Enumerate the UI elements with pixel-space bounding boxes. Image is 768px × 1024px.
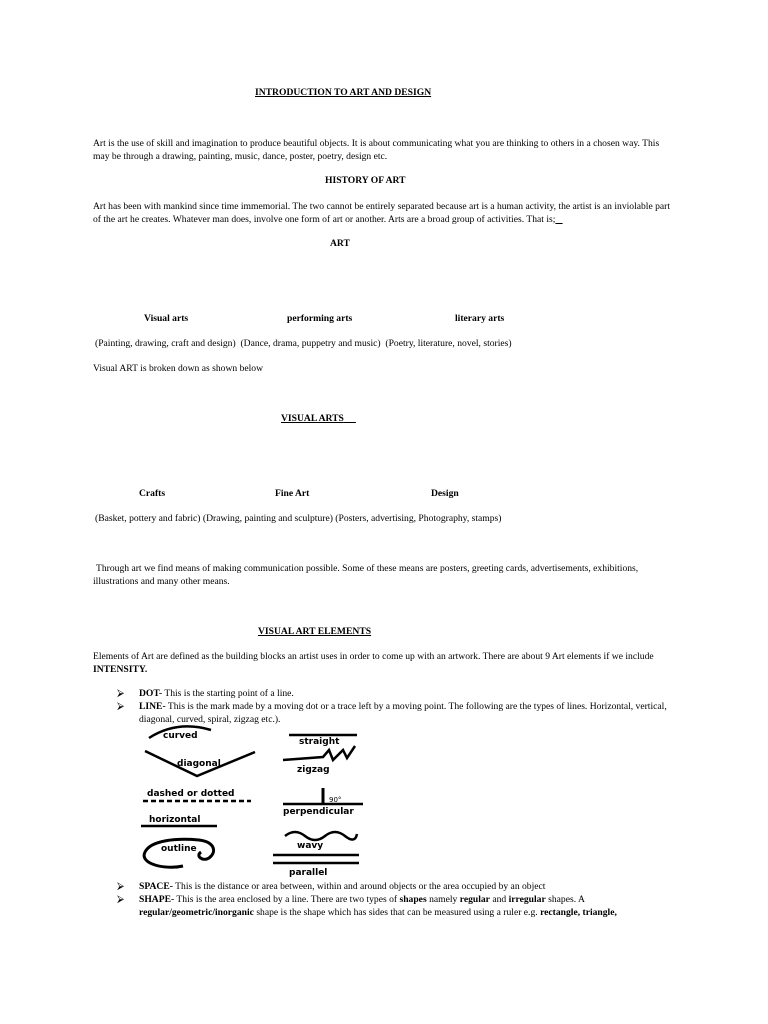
- line-types-illustration: [137, 724, 369, 878]
- space-definition: This is the distance or area between, within and around objects or the area occupied by an object: [172, 881, 546, 892]
- list-item-text: [139, 881, 679, 894]
- term-space: SPACE-: [139, 881, 173, 892]
- zigzag-line-sample: [283, 746, 355, 760]
- dashed-label: dashed or dotted: [147, 789, 235, 799]
- art-examples: (Painting, drawing, craft and design) (Dance, drama, puppetry and music) (Poetry, literature, novel, stories): [95, 338, 512, 349]
- shape-definition-part: shapes. A: [545, 894, 585, 905]
- shape-examples: rectangle, triangle,: [540, 906, 617, 918]
- communication-paragraph: Through art we find means of making communication possible. Some of these means are posters, greeting cards, advertisements, exhibitions, illustrations and many other means.: [93, 563, 639, 587]
- history-paragraph: [93, 201, 673, 226]
- list-item-text: [139, 894, 679, 919]
- list-item-text: [139, 701, 679, 726]
- curved-label: curved: [163, 731, 198, 741]
- list-item-text: [139, 688, 679, 701]
- wavy-line-sample: [285, 832, 357, 840]
- arrow-bullet-icon: ⮚: [117, 894, 125, 905]
- shape-definition-part: This is the area enclosed by a line. There are two types of: [174, 894, 400, 905]
- arrow-bullet-icon: ⮚: [117, 881, 125, 892]
- straight-label: straight: [299, 737, 340, 747]
- term-dot: DOT-: [139, 688, 163, 699]
- arrow-bullet-icon: ⮚: [117, 701, 125, 712]
- shapes-term: shapes: [399, 894, 427, 905]
- intensity-term: INTENSITY.: [93, 663, 148, 675]
- category-fine-art: Fine Art: [275, 488, 310, 499]
- category-literary-arts: literary arts: [455, 313, 505, 324]
- history-heading: HISTORY OF ART: [325, 175, 406, 186]
- history-text: Art has been with mankind since time immemorial. The two cannot be entirely separated because art is a human activity, the artist is an inviolable part of the art he creates. Whatever man does, involve one form of art or another. Arts are a broad group of activities. That is;: [93, 201, 671, 225]
- irregular-term: irregular: [508, 894, 546, 905]
- elements-intro-text: Elements of Art are defined as the building blocks an artist uses in order to come up with an artwork. There are about 9 Art elements if we include: [93, 651, 654, 662]
- visual-arts-heading: [281, 413, 356, 426]
- outline-label: outline: [161, 844, 197, 854]
- visual-intro: Visual ART is broken down as shown below: [93, 363, 264, 374]
- geometric-term: regular/geometric/inorganic: [139, 906, 254, 918]
- arrow-bullet-icon: ⮚: [117, 688, 125, 699]
- heading-underline-tail: [344, 413, 356, 424]
- diagonal-label: diagonal: [177, 759, 221, 769]
- line-definition: This is the mark made by a moving dot or a trace left by a moving point. The following are the types of lines. Horizontal, vertical, diagonal, curved, spiral, zigzag etc.).: [139, 701, 667, 725]
- term-line: LINE-: [139, 701, 166, 712]
- shape-definition-part: namely: [426, 894, 460, 905]
- shape-definition-part: and: [489, 894, 509, 905]
- category-design: Design: [431, 488, 459, 499]
- regular-term: regular: [459, 894, 490, 905]
- art-heading: ART: [330, 238, 350, 249]
- wavy-label: wavy: [297, 841, 324, 851]
- dot-definition: This is the starting point of a line.: [162, 688, 294, 699]
- elements-heading: VISUAL ART ELEMENTS: [258, 626, 372, 637]
- term-shape: SHAPE-: [139, 894, 175, 905]
- parallel-label: parallel: [289, 868, 328, 878]
- category-performing-arts: performing arts: [287, 313, 353, 324]
- horizontal-label: horizontal: [149, 815, 201, 825]
- elements-intro: [93, 651, 673, 676]
- visual-arts-heading-text: VISUAL ARTS: [281, 413, 344, 424]
- right-angle-label: 90°: [329, 796, 342, 804]
- intro-paragraph: Art is the use of skill and imagination to produce beautiful objects. It is about communicating what you are thinking to others in a chosen way. This may be through a drawing, painting, music, dance, poster, poetry, design etc.: [93, 138, 660, 162]
- shape-definition-part: shape is the shape which has sides that can be measured using a ruler e.g.: [253, 906, 541, 918]
- category-visual-arts: Visual arts: [144, 313, 189, 324]
- perpendicular-label: perpendicular: [283, 807, 354, 817]
- blank-underline: [555, 214, 562, 225]
- zigzag-label: zigzag: [297, 765, 330, 775]
- category-crafts: Crafts: [139, 488, 166, 499]
- document-title: INTRODUCTION TO ART AND DESIGN: [255, 87, 432, 98]
- visual-examples: (Basket, pottery and fabric) (Drawing, painting and sculpture) (Posters, advertising, Photography, stamps): [95, 513, 502, 524]
